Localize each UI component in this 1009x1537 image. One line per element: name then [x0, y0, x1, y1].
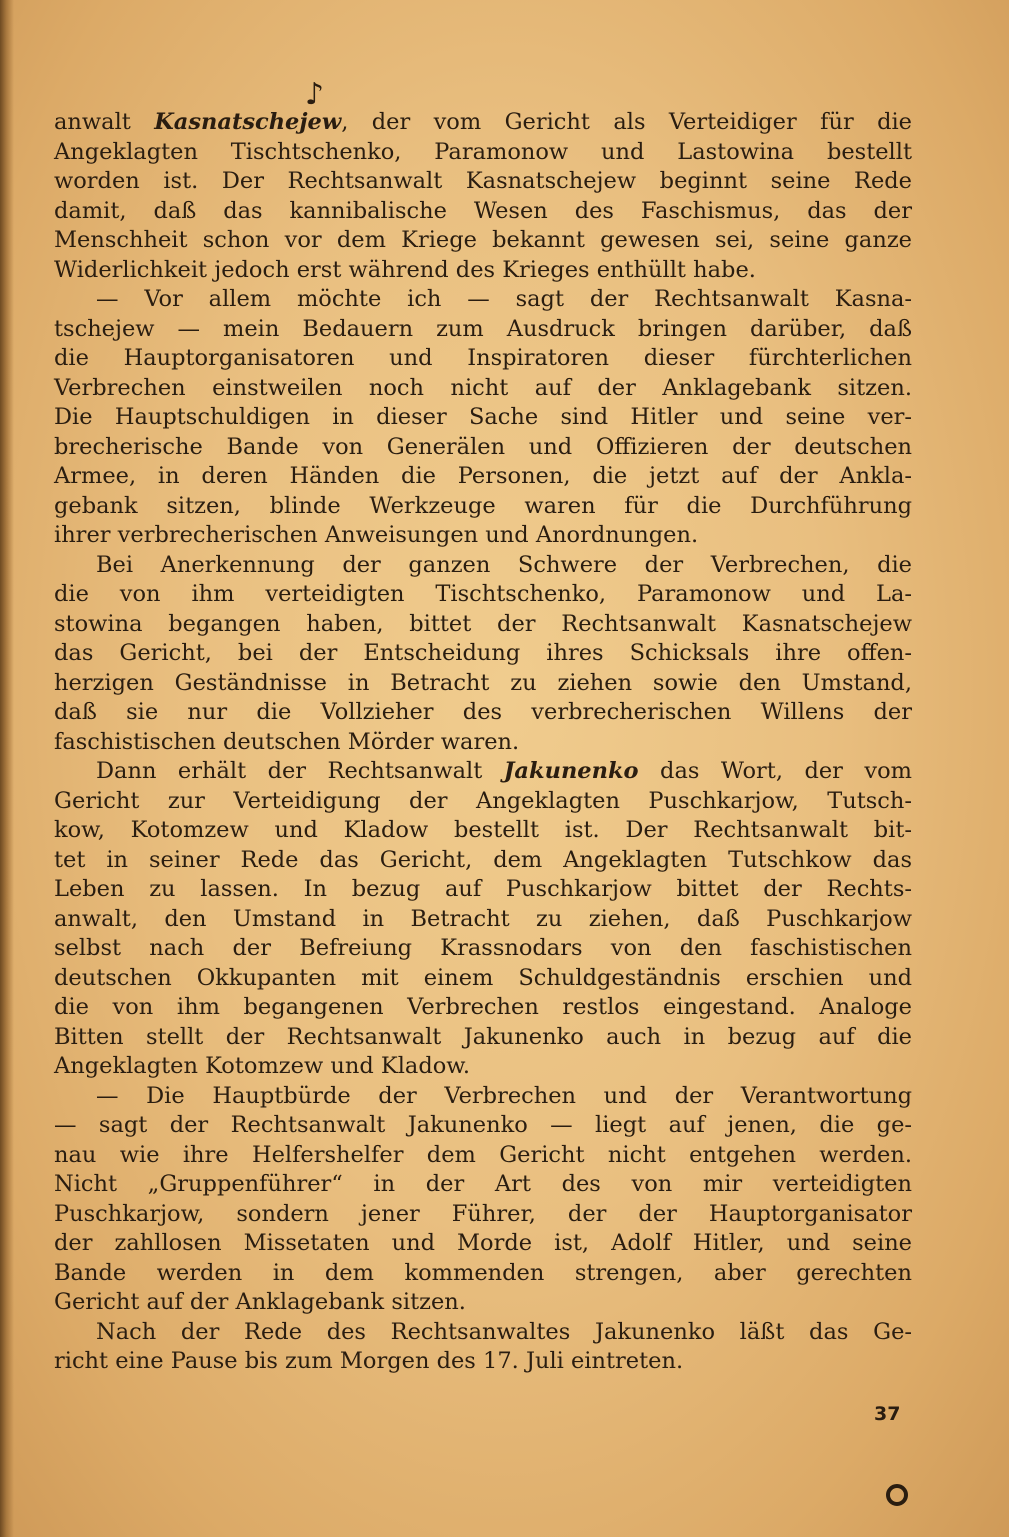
text-line [54, 1052, 912, 1082]
text-segment: Nach der Rede des Rechtsanwaltes Jakunenko läßt das Ge- [96, 1318, 912, 1345]
text-segment: die von ihm verteidigten Tischtschenko, Paramonow und La- [54, 581, 912, 607]
text-line [54, 197, 912, 227]
text-segment: selbst nach der Befreiung Krassnodars von den faschistischen [54, 935, 912, 961]
text-line [54, 1141, 912, 1171]
text-segment: worden ist. Der Rechtsanwalt Kasnatschejew beginnt seine Rede [54, 168, 912, 194]
text-segment: kow, Kotomzew und Kladow bestellt ist. Der Rechtsanwalt bit- [54, 817, 912, 843]
name-emphasis: Jakunenko [503, 758, 639, 784]
text-segment: anwalt, den Umstand in Betracht zu ziehen, daß Puschkarjow [54, 905, 912, 932]
text-segment: stowina begangen haben, bittet der Rechtsanwalt Kasnatschejew [54, 610, 912, 637]
paragraph [54, 285, 912, 551]
text-segment: Bitten stellt der Rechtsanwalt Jakunenko auch in bezug auf die [54, 1023, 912, 1050]
text-segment: die von ihm begangenen Verbrechen restlos eingestand. Analoge [54, 994, 912, 1020]
text-segment: Gericht auf der Anklagebank sitzen. [54, 1289, 466, 1315]
page-number: 37 [874, 1403, 901, 1425]
text-line [54, 1170, 912, 1200]
text-line [54, 1259, 912, 1289]
text-line [54, 344, 912, 374]
text-line [54, 875, 912, 905]
text-line [54, 1023, 912, 1053]
text-segment: gebank sitzen, blinde Werkzeuge waren für die Durchführung [54, 492, 912, 519]
text-segment: Widerlichkeit jedoch erst während des Krieges enthüllt habe. [54, 256, 756, 283]
paragraph [54, 108, 912, 285]
text-line [54, 138, 912, 168]
text-segment: Menschheit schon vor dem Kriege bekannt gewesen sei, seine ganze [54, 227, 912, 253]
text-segment: anwalt [54, 109, 155, 135]
text-line [54, 698, 912, 728]
text-segment: Armee, in deren Händen die Personen, die jetzt auf der Ankla- [54, 463, 912, 489]
text-line [54, 403, 912, 433]
text-segment: — Vor allem möchte ich — sagt der Rechtsanwalt Kasna- [96, 286, 912, 312]
text-line [54, 610, 912, 640]
paragraph [54, 1318, 912, 1377]
text-line [54, 256, 912, 286]
text-line [54, 492, 912, 522]
text-segment: — sagt der Rechtsanwalt Jakunenko — liegt auf jenen, die ge- [54, 1112, 912, 1138]
text-segment: Angeklagten Tischtschenko, Paramonow und Lastowina bestellt [54, 138, 912, 165]
text-line [54, 167, 912, 197]
text-line [54, 462, 912, 492]
text-segment: faschistischen deutschen Mörder waren. [54, 728, 520, 755]
text-line [54, 285, 912, 315]
text-segment: Die Hauptschuldigen in dieser Sache sind Hitler und seine ver- [54, 404, 912, 430]
text-segment: Gericht zur Verteidigung der Angeklagten Puschkarjow, Tutsch- [54, 787, 912, 814]
text-segment: damit, daß das kannibalische Wesen des Faschismus, das der [54, 197, 912, 224]
text-line [54, 1082, 912, 1112]
text-segment: Bei Anerkennung der ganzen Schwere der Verbrechen, die [96, 551, 912, 578]
text-segment: Verbrechen einstweilen noch nicht auf der Anklagebank sitzen. [54, 374, 912, 401]
text-line [54, 757, 912, 787]
text-segment: das Wort, der vom [638, 758, 912, 784]
text-segment: Puschkarjow, sondern jener Führer, der der Hauptorganisator [54, 1200, 912, 1227]
text-line [54, 1111, 912, 1141]
text-segment: der zahllosen Missetaten und Morde ist, Adolf Hitler, und seine [54, 1230, 912, 1256]
text-line [54, 551, 912, 581]
text-line [54, 1200, 912, 1230]
text-line [54, 1229, 912, 1259]
text-segment: , der vom Gericht als Verteidiger für die [341, 109, 913, 135]
text-line [54, 846, 912, 876]
text-line [54, 374, 912, 404]
page-spine-shadow [0, 0, 14, 1537]
text-line [54, 1288, 912, 1318]
text-line [54, 816, 912, 846]
text-segment: richt eine Pause bis zum Morgen des 17. Juli eintreten. [54, 1348, 684, 1374]
text-line [54, 226, 912, 256]
text-segment: ihrer verbrecherischen Anweisungen und Anordnungen. [54, 522, 699, 548]
text-segment: das Gericht, bei der Entscheidung ihres Schicksals ihre offen- [54, 640, 912, 666]
text-segment: die Hauptorganisatoren und Inspiratoren dieser fürchterlichen [54, 345, 912, 371]
ink-circle-mark [886, 1484, 908, 1506]
text-segment: Angeklagten Kotomzew und Kladow. [54, 1053, 471, 1079]
text-segment: nau wie ihre Helfershelfer dem Gericht nicht entgehen werden. [54, 1141, 912, 1168]
paragraph [54, 551, 912, 758]
text-segment: deutschen Okkupanten mit einem Schuldgeständnis erschien und [54, 964, 912, 991]
paragraph [54, 1082, 912, 1318]
text-segment: — Die Hauptbürde der Verbrechen und der Verantwortung [96, 1082, 912, 1109]
text-line [54, 433, 912, 463]
name-emphasis: Kasnatschejew [154, 109, 342, 135]
text-line [54, 108, 912, 138]
text-segment: Nicht „Gruppenführer“ in der Art des von mir verteidigten [54, 1171, 912, 1197]
text-line [54, 964, 912, 994]
text-segment: daß sie nur die Vollzieher des verbrecherischen Willens der [54, 699, 912, 725]
text-line [54, 521, 912, 551]
text-line [54, 580, 912, 610]
body-text [54, 108, 912, 1377]
text-segment: tet in seiner Rede das Gericht, dem Angeklagten Tutschkow das [54, 846, 912, 873]
text-line [54, 905, 912, 935]
text-segment: tschejew — mein Bedauern zum Ausdruck bringen darüber, daß [54, 315, 912, 342]
text-segment: Leben zu lassen. In bezug auf Puschkarjow bittet der Rechts- [54, 876, 912, 902]
text-segment: herzigen Geständnisse in Betracht zu ziehen sowie den Umstand, [54, 669, 912, 696]
text-line [54, 1347, 912, 1377]
text-line [54, 728, 912, 758]
text-line [54, 669, 912, 699]
text-line [54, 639, 912, 669]
paragraph [54, 757, 912, 1082]
text-segment: Bande werden in dem kommenden strengen, aber gerechten [54, 1259, 912, 1286]
text-line [54, 787, 912, 817]
text-line [54, 1318, 912, 1348]
text-segment: Dann erhält der Rechtsanwalt [96, 758, 504, 784]
text-line [54, 993, 912, 1023]
text-segment: brecherische Bande von Generälen und Offizieren der deutschen [54, 433, 912, 460]
text-line [54, 934, 912, 964]
handwritten-mark: ♪ [305, 77, 325, 112]
text-line [54, 315, 912, 345]
